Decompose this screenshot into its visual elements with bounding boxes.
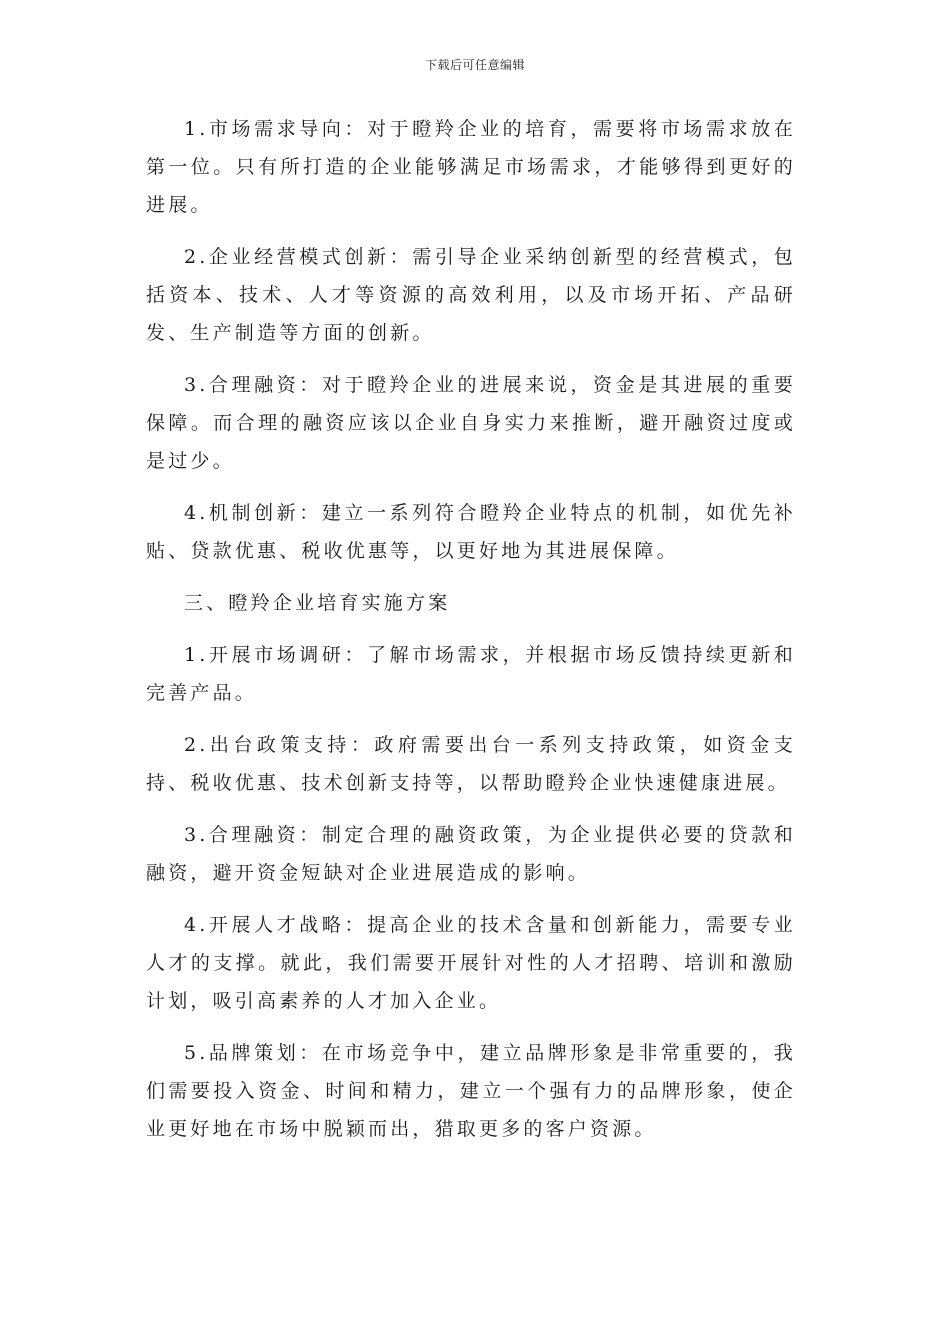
paragraph-market-research: 1.开展市场调研：了解市场需求，并根据市场反馈持续更新和完善产品。 xyxy=(146,644,796,704)
paragraph-financing: 3.合理融资：对于瞪羚企业的进展来说，资金是其进展的重要保障。而合理的融资应该以企业自身实力来推断，避开融资过度或是过少。 xyxy=(146,374,796,472)
paragraph-policy-support: 2.出台政策支持：政府需要出台一系列支持政策，如资金支持、税收优惠、技术创新支持等，以帮助瞪羚企业快速健康进展。 xyxy=(146,734,796,794)
section-heading: 三、瞪羚企业培育实施方案 xyxy=(184,592,451,614)
page-header: 下载后可任意编辑 xyxy=(424,58,525,72)
paragraph-mechanism: 4.机制创新：建立一系列符合瞪羚企业特点的机制，如优先补贴、贷款优惠、税收优惠等，以更好地为其进展保障。 xyxy=(146,502,796,562)
paragraph-market-demand: 1.市场需求导向：对于瞪羚企业的培育，需要将市场需求放在第一位。只有所打造的企业能够满足市场需求，才能够得到更好的进展。 xyxy=(146,118,796,216)
paragraph-financing-policy: 3.合理融资：制定合理的融资政策，为企业提供必要的贷款和融资，避开资金短缺对企业进展造成的影响。 xyxy=(146,824,796,884)
paragraph-business-model: 2.企业经营模式创新：需引导企业采纳创新型的经营模式，包括资本、技术、人才等资源的高效利用，以及市场开拓、产品研发、生产制造等方面的创新。 xyxy=(146,246,796,344)
paragraph-brand-planning: 5.品牌策划：在市场竞争中，建立品牌形象是非常重要的，我们需要投入资金、时间和精力，建立一个强有力的品牌形象，使企业更好地在市场中脱颖而出，猎取更多的客户资源。 xyxy=(146,1042,796,1140)
paragraph-talent-strategy: 4.开展人才战略：提高企业的技术含量和创新能力，需要专业人才的支撑。就此，我们需要开展针对性的人才招聘、培训和激励计划，吸引高素养的人才加入企业。 xyxy=(146,914,796,1012)
document-body xyxy=(146,110,796,1162)
